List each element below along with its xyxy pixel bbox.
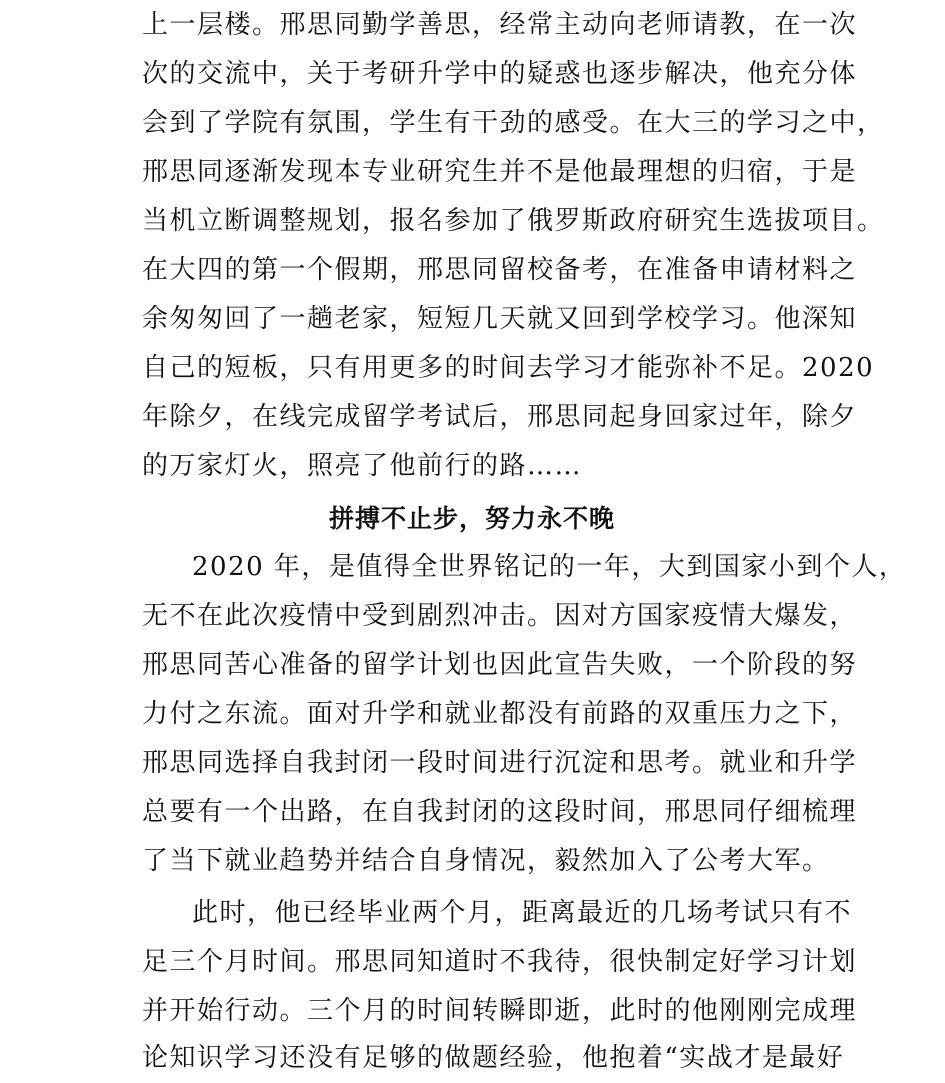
paragraph-line: 论知识学习还没有足够的做题经验，他抱着“实战才是最好 <box>142 1043 845 1073</box>
paragraph-line: 年除夕，在线完成留学考试后，邢思同起身回家过年，除夕 <box>142 402 858 432</box>
paragraph-line: 在大四的第一个假期，邢思同留校备考，在准备申请材料之 <box>142 255 858 285</box>
paragraph-line: 2020 年，是值得全世界铭记的一年，大到国家小到个人， <box>192 552 907 582</box>
paragraph-line: 此时，他已经毕业两个月，距离最近的几场考试只有不 <box>192 898 853 928</box>
paragraph-line: 邢思同选择自我封闭一段时间进行沉淀和思考。就业和升学 <box>142 748 858 778</box>
paragraph-line: 自己的短板，只有用更多的时间去学习才能弥补不足。2020 <box>142 353 875 383</box>
paragraph-line: 次的交流中，关于考研升学中的疑惑也逐步解决，他充分体 <box>142 59 858 89</box>
paragraph-line: 力付之东流。面对升学和就业都没有前路的双重压力之下， <box>142 699 858 729</box>
paragraph-line: 无不在此次疫情中受到剧烈冲击。因对方国家疫情大爆发， <box>142 601 858 631</box>
paragraph-line: 上一层楼。邢思同勤学善思，经常主动向老师请教，在一次 <box>142 10 858 40</box>
paragraph-line: 当机立断调整规划，报名参加了俄罗斯政府研究生选拔项目。 <box>142 206 885 236</box>
paragraph-line: 并开始行动。三个月的时间转瞬即逝，此时的他刚刚完成理 <box>142 996 858 1026</box>
paragraph-line: 会到了学院有氛围，学生有干劲的感受。在大三的学习之中， <box>142 108 885 138</box>
paragraph-line: 邢思同逐渐发现本专业研究生并不是他最理想的归宿，于是 <box>142 157 858 187</box>
paragraph-line: 的万家灯火，照亮了他前行的路…… <box>142 451 583 481</box>
paragraph-line: 了当下就业趋势并结合自身情况，毅然加入了公考大军。 <box>142 846 830 876</box>
paragraph-line: 总要有一个出路，在自我封闭的这段时间，邢思同仔细梳理 <box>142 797 858 827</box>
paragraph-line: 余匆匆回了一趟老家，短短几天就又回到学校学习。他深知 <box>142 304 858 334</box>
paragraph-line: 邢思同苦心准备的留学计划也因此宣告失败，一个阶段的努 <box>142 650 858 680</box>
paragraph-line: 足三个月时间。邢思同知道时不我待，很快制定好学习计划 <box>142 947 858 977</box>
section-heading: 拼搏不止步，努力永不晚 <box>328 504 615 533</box>
